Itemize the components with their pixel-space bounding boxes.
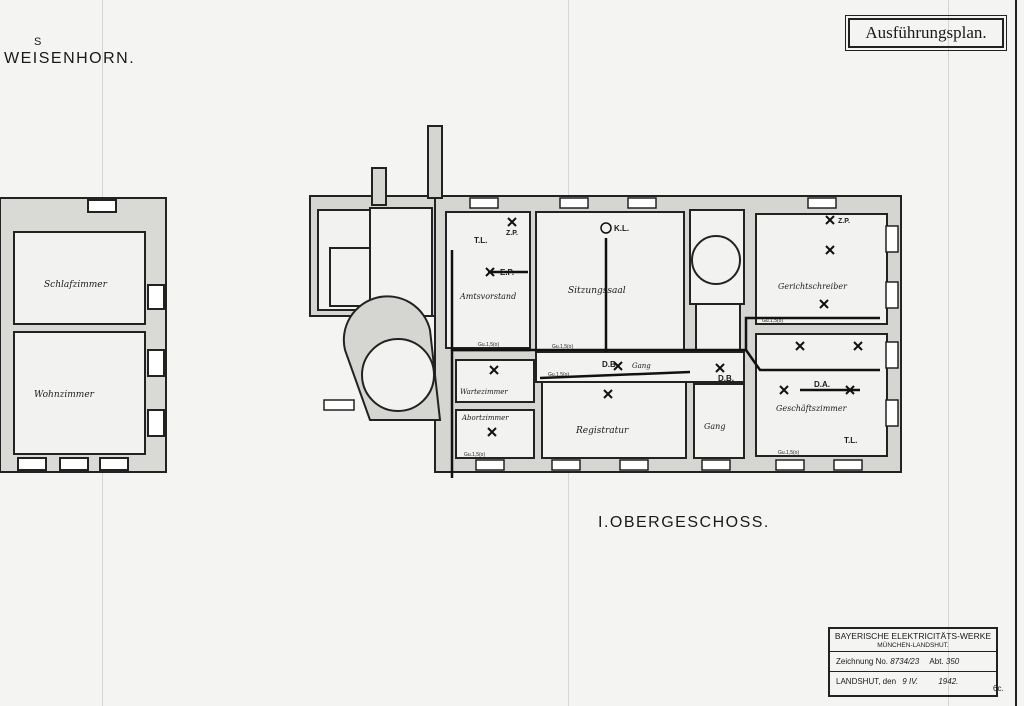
- drawing-number-row: [836, 657, 1002, 666]
- place-date-label: LANDSHUT, den: [836, 677, 897, 686]
- symbol-label-da: D.A.: [814, 380, 830, 389]
- symbol-label-db2: D.B.: [718, 374, 734, 383]
- cable-label-1: Gu.1,5(o): [478, 342, 500, 348]
- room-label-business: Geschäftszimmer: [776, 404, 847, 413]
- place-title: WEISENHORN.: [4, 50, 136, 67]
- left-building: [0, 198, 166, 472]
- symbol-label-zp2: Z.P.: [838, 218, 850, 225]
- sheet-mark: 6c.: [993, 684, 1004, 693]
- room-label-waiting: Wartezimmer: [460, 388, 508, 396]
- room-label-bedroom: Schlafzimmer: [44, 280, 107, 290]
- drawing-number: 8734/23: [890, 657, 920, 666]
- room-label-corridor: Gang: [704, 422, 726, 431]
- company-location: MÜNCHEN-LANDSHUT.: [877, 642, 949, 649]
- dept-label: Abt.: [929, 657, 944, 666]
- symbol-label-tl: T.L.: [474, 236, 488, 245]
- floor-title: I.OBERGESCHOSS.: [598, 514, 770, 531]
- room-label-registry: Registratur: [576, 426, 629, 436]
- symbol-label-ep: E.P.: [500, 268, 515, 277]
- cable-label-6: Gu.1,5(o): [464, 452, 486, 458]
- room-label-toilet: Abortzimmer: [462, 414, 509, 422]
- symbol-label-tl2: T.L.: [844, 436, 858, 445]
- date-value: 9 IV.: [902, 677, 919, 686]
- room-label-clerk: Gerichtschreiber: [778, 282, 847, 291]
- dept-number: 350: [945, 657, 960, 666]
- place-date-row: [836, 677, 1002, 686]
- drawing-label: Zeichnung No.: [836, 657, 889, 666]
- room-label-living: Wohnzimmer: [34, 390, 94, 400]
- title-block-divider-2: [830, 671, 996, 672]
- execution-plan-stamp: Ausführungsplan.: [848, 18, 1004, 48]
- room-label-office-head: Amtsvorstand: [460, 292, 517, 301]
- year-value: 1942.: [938, 677, 959, 686]
- cable-label-3: Gu.1,5(o): [762, 318, 784, 324]
- cable-label-2: Gu.1,5(o): [552, 344, 574, 350]
- symbol-label-db: D.B.: [602, 360, 618, 369]
- cable-label-5: Gu.1,5(o): [548, 372, 570, 378]
- symbol-label-zp: Z.P.: [506, 230, 518, 237]
- room-label-meeting-hall: Sitzungssaal: [568, 286, 626, 296]
- cable-label-4: Gu.1,5(o): [778, 450, 800, 456]
- company-name: BAYERISCHE ELEKTRICITÄTS-WERKE: [834, 631, 992, 641]
- title-block: [828, 627, 998, 697]
- symbol-label-kl: K.L.: [614, 224, 630, 233]
- title-block-divider-1: [830, 651, 996, 652]
- place-mark: S: [34, 36, 42, 48]
- room-label-corridor-upper: Gang: [632, 362, 651, 370]
